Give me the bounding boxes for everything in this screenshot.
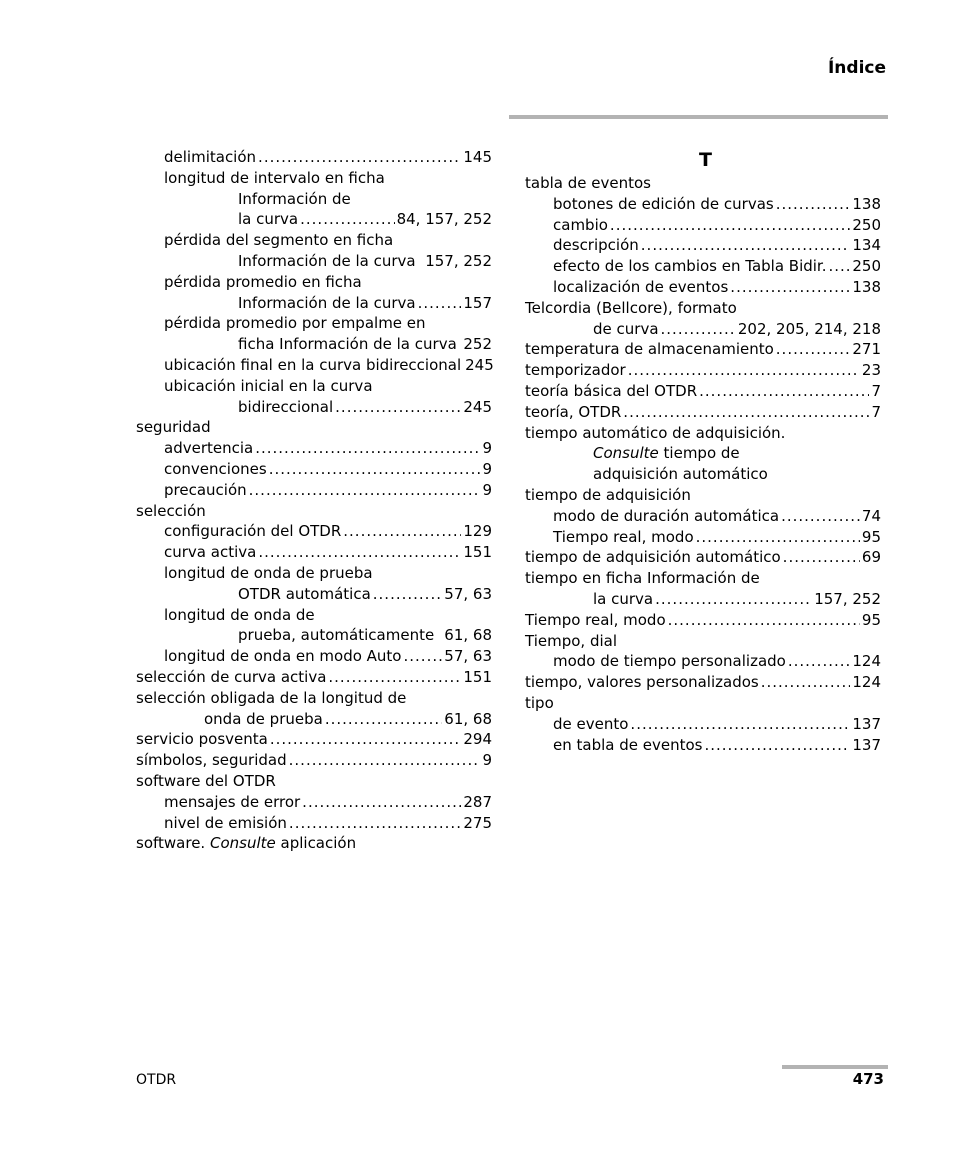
index-entry-text: Información de la curva [238, 251, 416, 270]
index-entry-term [525, 381, 697, 402]
index-entry [136, 417, 492, 438]
index-entry-pages: 252 [463, 335, 492, 354]
dot-leader [289, 750, 481, 771]
index-entry [136, 438, 492, 459]
dot-leader [270, 729, 462, 750]
index-entry-text: Información de [238, 189, 351, 208]
index-entry [136, 646, 492, 667]
index-entry [525, 339, 881, 360]
index-entry-term [164, 168, 385, 189]
index-entry-text: selección [136, 501, 206, 520]
index-entry-text: en tabla de eventos [553, 735, 703, 754]
index-entry [136, 771, 492, 792]
index-entry [136, 792, 492, 813]
index-entry-text: descripción [553, 236, 639, 255]
index-entry-text: advertencia [164, 439, 254, 458]
index-entry-pages: 151 [463, 543, 492, 562]
index-entry [136, 813, 492, 834]
index-entry [136, 459, 492, 480]
header-divider [509, 115, 888, 119]
index-entry-text: pérdida promedio por empalme en [164, 314, 426, 333]
index-entry-pages: 287 [463, 792, 492, 811]
dot-leader [404, 646, 443, 667]
index-entry [136, 605, 492, 626]
index-entry-pages: 74 [861, 506, 881, 525]
index-entry-see-target: aplicación [280, 834, 357, 853]
index-entry-term [525, 547, 781, 568]
index-entry-text: botones de edición de curvas [553, 194, 774, 213]
index-entry [136, 563, 492, 584]
dot-leader [655, 589, 812, 610]
index-entry-pages: 151 [463, 667, 492, 686]
index-entry-term [238, 397, 333, 418]
index-entry-text: Tiempo, dial [525, 631, 617, 650]
index-entry [136, 521, 492, 542]
dot-leader [302, 792, 461, 813]
index-entry-term [238, 209, 298, 230]
index-entry [136, 709, 492, 730]
index-entry-term [525, 423, 785, 444]
dot-leader [623, 402, 869, 423]
index-entry-term [525, 298, 737, 319]
index-entry-pages: 61, 68 [444, 709, 492, 728]
index-entry-text: seguridad [136, 418, 211, 437]
index-entry-text: precaución [164, 480, 247, 499]
dot-leader [704, 735, 850, 756]
index-entry-term [164, 646, 402, 667]
index-entry-text: selección obligada de la longitud de [136, 688, 407, 707]
index-entry-text: longitud de onda de prueba [164, 563, 373, 582]
index-entry-term [164, 355, 461, 376]
index-entry-term [525, 672, 759, 693]
index-entry-term [164, 605, 315, 626]
index-entry-term [525, 339, 774, 360]
index-entry-pages: 145 [463, 148, 492, 166]
index-entry-pages: 7 [871, 381, 881, 400]
index-entry [525, 360, 881, 381]
index-entry [136, 355, 492, 376]
index-entry-text: temporizador [525, 361, 626, 380]
index-entry-term [525, 485, 691, 506]
dot-leader [829, 256, 851, 277]
index-entry [136, 168, 492, 189]
index-entry [525, 547, 881, 568]
index-entry-term [164, 459, 267, 480]
index-entry-text: nivel de emisión [164, 813, 287, 832]
index-entry-text: Telcordia (Bellcore), formato [525, 298, 737, 317]
index-entry [525, 464, 881, 485]
dot-leader [418, 293, 462, 314]
index-entry-text: Tiempo real, modo [525, 610, 666, 629]
index-entry [136, 729, 492, 750]
index-entry-text: pérdida promedio en ficha [164, 272, 362, 291]
index-entry-term [164, 272, 362, 293]
index-entry-text: efecto de los cambios en Tabla Bidir. [553, 257, 827, 276]
index-entry-text: pérdida del segmento en ficha [164, 231, 394, 250]
index-entry-term [553, 235, 639, 256]
index-entry [525, 485, 881, 506]
footer-divider [782, 1065, 888, 1069]
index-entry [136, 376, 492, 397]
index-entry-term [136, 688, 406, 709]
index-entry-text: tiempo, valores personalizados [525, 673, 759, 692]
dot-leader [641, 235, 851, 256]
index-entry-pages: 245 [463, 397, 492, 416]
index-entry-text: modo de duración automática [553, 506, 780, 525]
index-entry-text: software del OTDR [136, 771, 276, 790]
dot-leader [661, 319, 736, 340]
index-entry [136, 667, 492, 688]
index-entry-term [553, 215, 608, 236]
index-entry-pages: 138 [852, 194, 881, 213]
footer-product-name: OTDR [136, 1072, 177, 1088]
index-entry-term [164, 542, 256, 563]
dot-leader [610, 215, 850, 236]
dot-leader [668, 610, 860, 631]
index-entry [525, 277, 881, 298]
dot-leader [783, 547, 860, 568]
index-entry-term [525, 693, 554, 714]
index-entry-term [238, 189, 351, 210]
index-entry [136, 501, 492, 522]
index-entry-pages: 61, 68 [444, 626, 492, 645]
index-entry-text: software. [136, 834, 206, 853]
index-entry [525, 381, 881, 402]
index-entry-term [525, 568, 760, 589]
index-entry-text: selección de curva activa [136, 667, 327, 686]
dot-leader [258, 542, 461, 563]
index-entry [136, 750, 492, 771]
index-entry [136, 688, 492, 709]
dot-leader [730, 277, 850, 298]
index-entry-term [553, 277, 728, 298]
index-entry-text: servicio posventa [136, 730, 268, 749]
index-entry-pages: 9 [482, 751, 492, 770]
index-entry-term [525, 360, 626, 381]
index-entry [525, 319, 881, 340]
index-entry-pages: 95 [861, 527, 881, 546]
index-entry-text: longitud de onda de [164, 605, 315, 624]
index-entry-term [238, 293, 416, 314]
index-entry [525, 173, 881, 194]
index-entry-text: de curva [593, 319, 659, 338]
index-entry-term [136, 501, 206, 522]
dot-leader [249, 480, 481, 501]
dot-leader [788, 651, 851, 672]
dot-leader [343, 521, 461, 542]
dot-leader [255, 438, 480, 459]
index-entry-text: ubicación inicial en la curva [164, 376, 373, 395]
index-entry-text: tipo [525, 693, 554, 712]
index-entry-pages: 57, 63 [444, 647, 492, 666]
index-entry [525, 527, 881, 548]
index-entry-term [525, 631, 617, 652]
index-entry-term [164, 313, 426, 334]
index-entry-pages: 95 [861, 610, 881, 629]
dot-leader [776, 339, 851, 360]
index-entry [525, 714, 881, 735]
index-entry-term [238, 334, 457, 355]
dot-leader [258, 147, 461, 168]
dot-leader [328, 667, 461, 688]
dot-leader [300, 209, 394, 230]
index-entry-term [164, 521, 341, 542]
index-entry-term [164, 563, 373, 584]
index-entry [136, 833, 492, 854]
index-entry [525, 589, 881, 610]
index-entry-text: ficha Información de la curva [238, 335, 457, 354]
dot-leader [761, 672, 851, 693]
index-entry-pages: 124 [852, 673, 881, 692]
index-entry [525, 610, 881, 631]
dot-leader [335, 397, 461, 418]
index-entry-text: teoría básica del OTDR [525, 381, 698, 400]
index-entry [136, 313, 492, 334]
index-entry-text: tiempo en ficha Información de [525, 569, 760, 588]
index-entry-pages: 137 [852, 714, 881, 733]
index-entry-text: bidireccional [238, 397, 334, 416]
index-entry-term [164, 792, 300, 813]
index-entry [525, 693, 881, 714]
index-entry [136, 480, 492, 501]
index-entry [525, 443, 881, 464]
index-entry-term [525, 173, 651, 194]
index-entry-pages: 137 [852, 735, 881, 754]
index-entry-text: curva activa [164, 543, 257, 562]
index-entry [136, 293, 492, 314]
index-entry [525, 568, 881, 589]
dot-leader [269, 459, 481, 480]
index-entry [525, 651, 881, 672]
index-entry [136, 272, 492, 293]
index-entry-text: onda de prueba [204, 709, 323, 728]
index-entry-term [136, 771, 276, 792]
index-column-right [525, 147, 881, 755]
index-entry-term [164, 813, 287, 834]
index-entry [525, 735, 881, 756]
index-entry [136, 209, 492, 230]
index-entry-text: cambio [553, 215, 608, 234]
index-entry-pages: 134 [852, 236, 881, 255]
index-entry-term [553, 527, 694, 548]
index-entry-term [136, 667, 326, 688]
index-entry-term [238, 251, 416, 272]
index-entry-text: delimitación [164, 148, 257, 166]
index-entry-pages: 275 [463, 813, 492, 832]
index-entry-text: la curva [593, 589, 654, 608]
index-entry-text: mensajes de error [164, 792, 301, 811]
index-entry-text: la curva [238, 210, 299, 229]
dot-leader [325, 709, 442, 730]
index-entry-term [525, 402, 621, 423]
index-entry [136, 147, 492, 168]
index-entry-pages: 9 [482, 480, 492, 499]
index-entry-term [525, 610, 666, 631]
index-entry-term [553, 506, 779, 527]
index-entry-term [204, 709, 323, 730]
index-entry-see-target: tiempo de [663, 444, 740, 463]
index-letter-heading: T [699, 149, 712, 171]
index-entry-term [553, 735, 702, 756]
index-entry-term [553, 714, 628, 735]
index-entry-pages: 157, 252 [814, 589, 881, 608]
index-entry-text: localización de eventos [553, 277, 729, 296]
index-entry-text: Información de la curva [238, 293, 416, 312]
index-entry [525, 215, 881, 236]
index-entry [136, 625, 492, 646]
index-entry-term [136, 417, 211, 438]
index-entry [525, 423, 881, 444]
index-entry [525, 402, 881, 423]
index-column-left [136, 147, 492, 854]
index-entry-pages: 250 [852, 215, 881, 234]
index-entry [136, 397, 492, 418]
index-entry [525, 506, 881, 527]
index-entry-pages: 129 [463, 522, 492, 541]
index-entry-pages: 9 [482, 439, 492, 458]
index-entry-pages: 9 [482, 459, 492, 478]
index-entry-text: de evento [553, 714, 629, 733]
index-entry-pages: 23 [861, 361, 881, 380]
index-entry-pages: 124 [852, 652, 881, 671]
index-entry-pages: 84, 157, 252 [396, 210, 492, 229]
index-entry-term [136, 833, 356, 854]
index-entry [136, 334, 492, 355]
dot-leader [289, 813, 461, 834]
index-entry-text: tabla de eventos [525, 174, 651, 192]
index-entry [525, 298, 881, 319]
footer-page-number: 473 [852, 1070, 884, 1088]
index-entry [136, 189, 492, 210]
index-entry-pages: 69 [861, 548, 881, 567]
index-entry-pages: 57, 63 [444, 584, 492, 603]
index-entry-pages: 138 [852, 277, 881, 296]
index-entry-term [238, 625, 434, 646]
index-entry-text: ubicación final en la curva bidireccional [164, 355, 462, 374]
index-entry-term [164, 480, 247, 501]
index-entry-term [593, 589, 653, 610]
index-entry-pages: 250 [852, 257, 881, 276]
index-entry-term [238, 584, 371, 605]
index-entry [525, 194, 881, 215]
index-entry-pages: 7 [871, 402, 881, 421]
index-entry-term [553, 651, 786, 672]
dot-leader [776, 194, 851, 215]
index-entry [136, 542, 492, 563]
index-entry-text: prueba, automáticamente [238, 626, 435, 645]
index-entry-term [164, 147, 256, 168]
page-header-title: Índice [827, 58, 886, 78]
index-entry-pages: 202, 205, 214, 218 [737, 319, 881, 338]
index-entry [525, 256, 881, 277]
index-entry-text: temperatura de almacenamiento [525, 340, 774, 359]
dot-leader [696, 527, 860, 548]
index-entry-text: convenciones [164, 459, 267, 478]
index-entry-term [164, 230, 393, 251]
index-entry [525, 631, 881, 652]
index-entry-text: longitud de onda en modo Auto [164, 647, 402, 666]
dot-leader [781, 506, 860, 527]
index-entry-text: modo de tiempo personalizado [553, 652, 786, 671]
index-entry [525, 672, 881, 693]
index-entry [136, 230, 492, 251]
index-entry-term [593, 319, 659, 340]
index-entry-see-ref: Consulte [593, 444, 659, 463]
index-entry [136, 251, 492, 272]
index-entry-term [553, 256, 827, 277]
index-entry-term [164, 376, 373, 397]
index-entry-term [136, 729, 268, 750]
index-entry-pages: 294 [463, 730, 492, 749]
dot-leader [373, 584, 443, 605]
index-entry [525, 235, 881, 256]
index-entry-text: OTDR automática [238, 584, 371, 603]
index-entry-text: longitud de intervalo en ficha [164, 168, 385, 187]
index-entry-text: adquisición automático [593, 465, 768, 484]
dot-leader [630, 714, 850, 735]
index-entry-text: Tiempo real, modo [553, 527, 694, 546]
index-entry-pages: 245 [465, 355, 494, 374]
index-entry-text: configuración del OTDR [164, 522, 342, 541]
index-entry-term [136, 750, 287, 771]
index-entry-text: tiempo de adquisición automático [525, 548, 781, 567]
index-entry-pages: 157, 252 [425, 251, 492, 270]
index-entry-text: símbolos, seguridad [136, 751, 287, 770]
index-entry-term [553, 194, 774, 215]
index-entry-text: tiempo de adquisición [525, 485, 691, 504]
index-entry-term [593, 464, 768, 485]
dot-leader [699, 381, 869, 402]
index-entry-see-ref: Consulte [209, 834, 276, 853]
index-entry-term [593, 443, 740, 464]
index-entry-pages: 271 [852, 340, 881, 359]
index-entry-term [164, 438, 253, 459]
index-entry-pages: 157 [463, 293, 492, 312]
index-entry-text: teoría, OTDR [525, 402, 622, 421]
index-entry [136, 584, 492, 605]
dot-leader [628, 360, 860, 381]
index-entry-text: tiempo automático de adquisición. [525, 423, 786, 442]
